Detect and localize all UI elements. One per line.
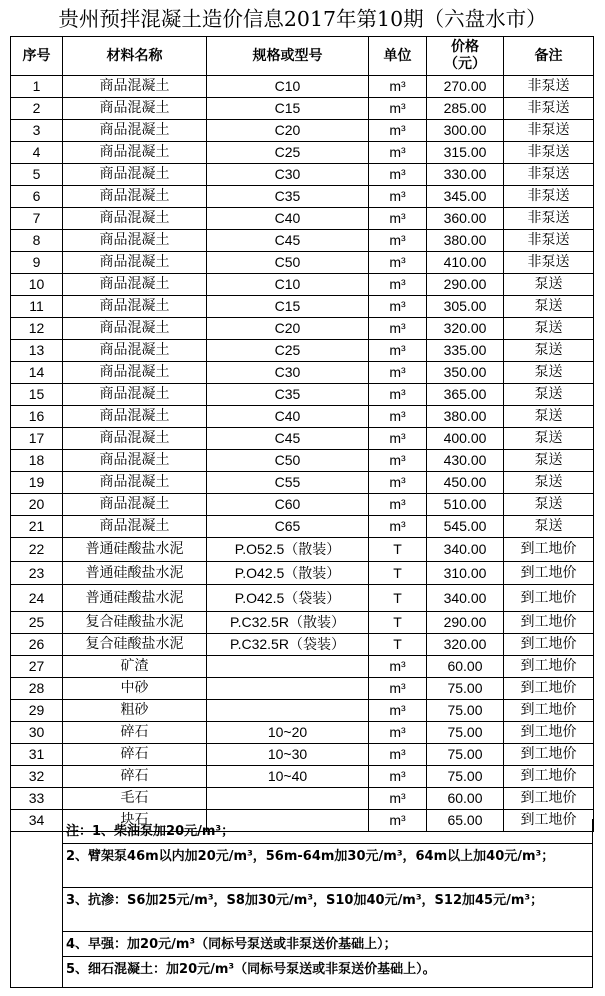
cell-unit: m³ bbox=[369, 120, 427, 142]
cell-remark: 非泵送 bbox=[504, 230, 594, 252]
table-row bbox=[11, 538, 594, 562]
cell-price: 320.00 bbox=[427, 634, 504, 656]
cell-unit: m³ bbox=[369, 406, 427, 428]
cell-price: 75.00 bbox=[427, 744, 504, 766]
cell-idx: 17 bbox=[11, 428, 63, 450]
cell-name: 碎石 bbox=[63, 744, 207, 766]
cell-name: 商品混凝土 bbox=[63, 362, 207, 384]
cell-unit: m³ bbox=[369, 252, 427, 274]
cell-remark: 到工地价 bbox=[504, 766, 594, 788]
table-row bbox=[11, 472, 594, 494]
table-row bbox=[11, 142, 594, 164]
cell-price: 75.00 bbox=[427, 700, 504, 722]
cell-unit: m³ bbox=[369, 186, 427, 208]
cell-price: 270.00 bbox=[427, 76, 504, 98]
cell-price: 300.00 bbox=[427, 120, 504, 142]
cell-unit: m³ bbox=[369, 450, 427, 472]
cell-idx: 7 bbox=[11, 208, 63, 230]
cell-unit: m³ bbox=[369, 362, 427, 384]
cell-price: 350.00 bbox=[427, 362, 504, 384]
cell-spec: C15 bbox=[207, 296, 369, 318]
table-row bbox=[11, 700, 594, 722]
note-line: 注：1、柴油泵加20元/m³； bbox=[62, 819, 593, 844]
cell-remark: 泵送 bbox=[504, 296, 594, 318]
note-line: 3、抗渗：S6加25元/m³，S8加30元/m³，S10加40元/m³，S12加45元/m³； bbox=[62, 888, 593, 932]
cell-name: 商品混凝土 bbox=[63, 142, 207, 164]
cell-name: 块石 bbox=[63, 810, 207, 832]
cell-name: 粗砂 bbox=[63, 700, 207, 722]
cell-idx: 3 bbox=[11, 120, 63, 142]
cell-unit: m³ bbox=[369, 76, 427, 98]
table-row bbox=[11, 230, 594, 252]
cell-price: 340.00 bbox=[427, 538, 504, 562]
cell-price: 365.00 bbox=[427, 384, 504, 406]
cell-spec: C40 bbox=[207, 406, 369, 428]
cell-name: 普通硅酸盐水泥 bbox=[63, 562, 207, 585]
table-header-row bbox=[11, 37, 594, 76]
cell-unit: T bbox=[369, 562, 427, 585]
cell-remark: 泵送 bbox=[504, 362, 594, 384]
cell-name: 商品混凝土 bbox=[63, 340, 207, 362]
cell-remark: 泵送 bbox=[504, 274, 594, 296]
cell-price: 360.00 bbox=[427, 208, 504, 230]
cell-spec: C45 bbox=[207, 428, 369, 450]
cell-remark: 非泵送 bbox=[504, 186, 594, 208]
table-row bbox=[11, 766, 594, 788]
cell-unit: T bbox=[369, 612, 427, 634]
table-row bbox=[11, 362, 594, 384]
cell-spec: C60 bbox=[207, 494, 369, 516]
cell-price: 320.00 bbox=[427, 318, 504, 340]
cell-idx: 8 bbox=[11, 230, 63, 252]
cell-spec: C10 bbox=[207, 76, 369, 98]
cell-spec bbox=[207, 700, 369, 722]
header-name: 材料名称 bbox=[63, 37, 207, 76]
cell-name: 普通硅酸盐水泥 bbox=[63, 538, 207, 562]
cell-spec bbox=[207, 678, 369, 700]
cell-price: 305.00 bbox=[427, 296, 504, 318]
cell-idx: 20 bbox=[11, 494, 63, 516]
cell-spec: C20 bbox=[207, 120, 369, 142]
cell-spec: P.C32.5R（散装） bbox=[207, 612, 369, 634]
cell-idx: 9 bbox=[11, 252, 63, 274]
cell-spec: C20 bbox=[207, 318, 369, 340]
cell-spec: C35 bbox=[207, 384, 369, 406]
cell-remark: 到工地价 bbox=[504, 722, 594, 744]
cell-price: 335.00 bbox=[427, 340, 504, 362]
cell-remark: 到工地价 bbox=[504, 678, 594, 700]
cell-name: 商品混凝土 bbox=[63, 164, 207, 186]
cell-idx: 21 bbox=[11, 516, 63, 538]
cell-unit: m³ bbox=[369, 656, 427, 678]
cell-unit: m³ bbox=[369, 516, 427, 538]
cell-idx: 2 bbox=[11, 98, 63, 120]
table-row bbox=[11, 208, 594, 230]
cell-spec: P.O52.5（散装） bbox=[207, 538, 369, 562]
cell-name: 复合硅酸盐水泥 bbox=[63, 634, 207, 656]
cell-remark: 非泵送 bbox=[504, 76, 594, 98]
cell-name: 商品混凝土 bbox=[63, 406, 207, 428]
cell-spec: C10 bbox=[207, 274, 369, 296]
cell-price: 60.00 bbox=[427, 788, 504, 810]
cell-price: 345.00 bbox=[427, 186, 504, 208]
cell-unit: m³ bbox=[369, 274, 427, 296]
cell-name: 商品混凝土 bbox=[63, 274, 207, 296]
cell-spec: C40 bbox=[207, 208, 369, 230]
cell-idx: 31 bbox=[11, 744, 63, 766]
cell-name: 商品混凝土 bbox=[63, 296, 207, 318]
cell-remark: 泵送 bbox=[504, 406, 594, 428]
cell-idx: 12 bbox=[11, 318, 63, 340]
cell-price: 65.00 bbox=[427, 810, 504, 832]
cell-remark: 到工地价 bbox=[504, 538, 594, 562]
cell-price: 340.00 bbox=[427, 585, 504, 612]
cell-name: 商品混凝土 bbox=[63, 428, 207, 450]
cell-unit: m³ bbox=[369, 472, 427, 494]
cell-unit: m³ bbox=[369, 98, 427, 120]
header-spec: 规格或型号 bbox=[207, 37, 369, 76]
cell-unit: T bbox=[369, 538, 427, 562]
cell-remark: 到工地价 bbox=[504, 634, 594, 656]
cell-idx: 24 bbox=[11, 585, 63, 612]
note-line: 5、细石混凝土：加20元/m³（同标号泵送或非泵送价基础上）。 bbox=[66, 962, 436, 977]
cell-price: 60.00 bbox=[427, 656, 504, 678]
cell-spec: C65 bbox=[207, 516, 369, 538]
table-row bbox=[11, 788, 594, 810]
cell-idx: 28 bbox=[11, 678, 63, 700]
cell-remark: 非泵送 bbox=[504, 252, 594, 274]
cell-idx: 19 bbox=[11, 472, 63, 494]
cell-remark: 到工地价 bbox=[504, 744, 594, 766]
table-row bbox=[11, 428, 594, 450]
cell-remark: 泵送 bbox=[504, 494, 594, 516]
cell-unit: m³ bbox=[369, 208, 427, 230]
cell-idx: 10 bbox=[11, 274, 63, 296]
cell-unit: m³ bbox=[369, 788, 427, 810]
cell-remark: 到工地价 bbox=[504, 656, 594, 678]
cell-price: 410.00 bbox=[427, 252, 504, 274]
cell-spec bbox=[207, 788, 369, 810]
cell-price: 75.00 bbox=[427, 722, 504, 744]
header-price-line2: （元） bbox=[444, 56, 486, 72]
table-row bbox=[11, 722, 594, 744]
header-remark: 备注 bbox=[504, 37, 594, 76]
cell-name: 碎石 bbox=[63, 722, 207, 744]
cell-idx: 14 bbox=[11, 362, 63, 384]
cell-remark: 泵送 bbox=[504, 428, 594, 450]
cell-name: 商品混凝土 bbox=[63, 230, 207, 252]
cell-unit: m³ bbox=[369, 428, 427, 450]
cell-idx: 5 bbox=[11, 164, 63, 186]
table-row bbox=[11, 562, 594, 585]
cell-name: 商品混凝土 bbox=[63, 494, 207, 516]
cell-spec bbox=[207, 656, 369, 678]
cell-price: 330.00 bbox=[427, 164, 504, 186]
cell-unit: m³ bbox=[369, 164, 427, 186]
header-unit: 单位 bbox=[369, 37, 427, 76]
cell-price: 75.00 bbox=[427, 766, 504, 788]
cell-remark: 泵送 bbox=[504, 450, 594, 472]
cell-idx: 22 bbox=[11, 538, 63, 562]
cell-unit: m³ bbox=[369, 678, 427, 700]
cell-name: 矿渣 bbox=[63, 656, 207, 678]
cell-name: 中砂 bbox=[63, 678, 207, 700]
table-body bbox=[11, 76, 594, 832]
cell-idx: 23 bbox=[11, 562, 63, 585]
cell-remark: 到工地价 bbox=[504, 788, 594, 810]
cell-price: 75.00 bbox=[427, 678, 504, 700]
cell-unit: m³ bbox=[369, 318, 427, 340]
table-row bbox=[11, 678, 594, 700]
table-row bbox=[11, 76, 594, 98]
table-row bbox=[11, 585, 594, 612]
table-row bbox=[11, 450, 594, 472]
table-row bbox=[11, 634, 594, 656]
cell-spec: C55 bbox=[207, 472, 369, 494]
table-row bbox=[11, 318, 594, 340]
cell-spec: 10~20 bbox=[207, 722, 369, 744]
table-row bbox=[11, 340, 594, 362]
cell-unit: T bbox=[369, 585, 427, 612]
cell-spec: P.O42.5（袋装） bbox=[207, 585, 369, 612]
cell-idx: 26 bbox=[11, 634, 63, 656]
table-row bbox=[11, 406, 594, 428]
cell-spec: P.O42.5（散装） bbox=[207, 562, 369, 585]
cell-idx: 6 bbox=[11, 186, 63, 208]
table-row bbox=[11, 296, 594, 318]
cell-spec: C30 bbox=[207, 362, 369, 384]
table-row bbox=[11, 656, 594, 678]
cell-remark: 非泵送 bbox=[504, 208, 594, 230]
cell-spec: C30 bbox=[207, 164, 369, 186]
cell-idx: 25 bbox=[11, 612, 63, 634]
cell-name: 商品混凝土 bbox=[63, 318, 207, 340]
table-row bbox=[11, 274, 594, 296]
cell-spec: 10~40 bbox=[207, 766, 369, 788]
cell-remark: 泵送 bbox=[504, 384, 594, 406]
cell-unit: m³ bbox=[369, 296, 427, 318]
cell-name: 商品混凝土 bbox=[63, 208, 207, 230]
cell-price: 510.00 bbox=[427, 494, 504, 516]
cell-spec: C45 bbox=[207, 230, 369, 252]
cell-idx: 18 bbox=[11, 450, 63, 472]
cell-name: 普通硅酸盐水泥 bbox=[63, 585, 207, 612]
cell-spec: 10~30 bbox=[207, 744, 369, 766]
cell-remark: 到工地价 bbox=[504, 585, 594, 612]
table-row bbox=[11, 98, 594, 120]
cell-spec: C25 bbox=[207, 142, 369, 164]
cell-name: 商品混凝土 bbox=[63, 186, 207, 208]
cell-remark: 非泵送 bbox=[504, 142, 594, 164]
cell-remark: 泵送 bbox=[504, 318, 594, 340]
cell-idx: 27 bbox=[11, 656, 63, 678]
cell-idx: 32 bbox=[11, 766, 63, 788]
cell-name: 毛石 bbox=[63, 788, 207, 810]
notes-section bbox=[62, 819, 593, 981]
cell-name: 商品混凝土 bbox=[63, 384, 207, 406]
cell-price: 380.00 bbox=[427, 406, 504, 428]
cell-price: 285.00 bbox=[427, 98, 504, 120]
cell-idx: 15 bbox=[11, 384, 63, 406]
cell-unit: m³ bbox=[369, 722, 427, 744]
cell-price: 290.00 bbox=[427, 274, 504, 296]
cell-unit: m³ bbox=[369, 494, 427, 516]
cell-remark: 泵送 bbox=[504, 472, 594, 494]
cell-name: 复合硅酸盐水泥 bbox=[63, 612, 207, 634]
cell-unit: m³ bbox=[369, 700, 427, 722]
note-line: 2、臂架泵46m以内加20元/m³，56m-64m加30元/m³，64m以上加40元/m³； bbox=[62, 844, 593, 888]
table-row bbox=[11, 252, 594, 274]
cell-idx: 4 bbox=[11, 142, 63, 164]
note-line: 4、早强：加20元/m³（同标号泵送或非泵送价基础上）； bbox=[62, 932, 593, 957]
table-row bbox=[11, 164, 594, 186]
cell-unit: m³ bbox=[369, 230, 427, 252]
cell-idx: 30 bbox=[11, 722, 63, 744]
cell-remark: 到工地价 bbox=[504, 612, 594, 634]
cell-unit: m³ bbox=[369, 766, 427, 788]
cell-remark: 泵送 bbox=[504, 340, 594, 362]
cell-unit: m³ bbox=[369, 810, 427, 832]
header-price-line1: 价格 bbox=[451, 39, 479, 55]
header-idx: 序号 bbox=[11, 37, 63, 76]
cell-name: 商品混凝土 bbox=[63, 252, 207, 274]
cell-unit: m³ bbox=[369, 142, 427, 164]
cell-price: 430.00 bbox=[427, 450, 504, 472]
cell-name: 商品混凝土 bbox=[63, 472, 207, 494]
cell-idx: 16 bbox=[11, 406, 63, 428]
cell-price: 380.00 bbox=[427, 230, 504, 252]
header-price bbox=[427, 37, 504, 76]
cell-price: 545.00 bbox=[427, 516, 504, 538]
cell-spec: C15 bbox=[207, 98, 369, 120]
cell-remark: 非泵送 bbox=[504, 120, 594, 142]
cell-idx: 29 bbox=[11, 700, 63, 722]
table-row bbox=[11, 384, 594, 406]
cell-name: 商品混凝土 bbox=[63, 450, 207, 472]
cell-idx: 34 bbox=[11, 810, 63, 832]
cell-unit: T bbox=[369, 634, 427, 656]
cell-remark: 到工地价 bbox=[504, 700, 594, 722]
table-row bbox=[11, 744, 594, 766]
cell-price: 400.00 bbox=[427, 428, 504, 450]
cell-remark: 到工地价 bbox=[504, 810, 594, 832]
table-row bbox=[11, 120, 594, 142]
cell-remark: 非泵送 bbox=[504, 164, 594, 186]
cell-unit: m³ bbox=[369, 744, 427, 766]
cell-price: 290.00 bbox=[427, 612, 504, 634]
table-row bbox=[11, 494, 594, 516]
cell-unit: m³ bbox=[369, 384, 427, 406]
cell-price: 450.00 bbox=[427, 472, 504, 494]
page-title: 贵州预拌混凝土造价信息2017年第10期（六盘水市） bbox=[58, 7, 547, 31]
cell-spec: C50 bbox=[207, 252, 369, 274]
cell-name: 商品混凝土 bbox=[63, 516, 207, 538]
cell-unit: m³ bbox=[369, 340, 427, 362]
table-row bbox=[11, 612, 594, 634]
cell-price: 310.00 bbox=[427, 562, 504, 585]
price-table bbox=[10, 36, 594, 832]
cell-spec: C25 bbox=[207, 340, 369, 362]
cell-spec: C35 bbox=[207, 186, 369, 208]
cell-remark: 到工地价 bbox=[504, 562, 594, 585]
cell-spec: C50 bbox=[207, 450, 369, 472]
cell-idx: 13 bbox=[11, 340, 63, 362]
cell-name: 碎石 bbox=[63, 766, 207, 788]
cell-remark: 泵送 bbox=[504, 516, 594, 538]
cell-name: 商品混凝土 bbox=[63, 120, 207, 142]
cell-idx: 33 bbox=[11, 788, 63, 810]
cell-price: 315.00 bbox=[427, 142, 504, 164]
cell-name: 商品混凝土 bbox=[63, 98, 207, 120]
cell-idx: 11 bbox=[11, 296, 63, 318]
cell-name: 商品混凝土 bbox=[63, 76, 207, 98]
table-row bbox=[11, 516, 594, 538]
table-row bbox=[11, 186, 594, 208]
cell-remark: 非泵送 bbox=[504, 98, 594, 120]
cell-idx: 1 bbox=[11, 76, 63, 98]
cell-spec: P.C32.5R（袋装） bbox=[207, 634, 369, 656]
